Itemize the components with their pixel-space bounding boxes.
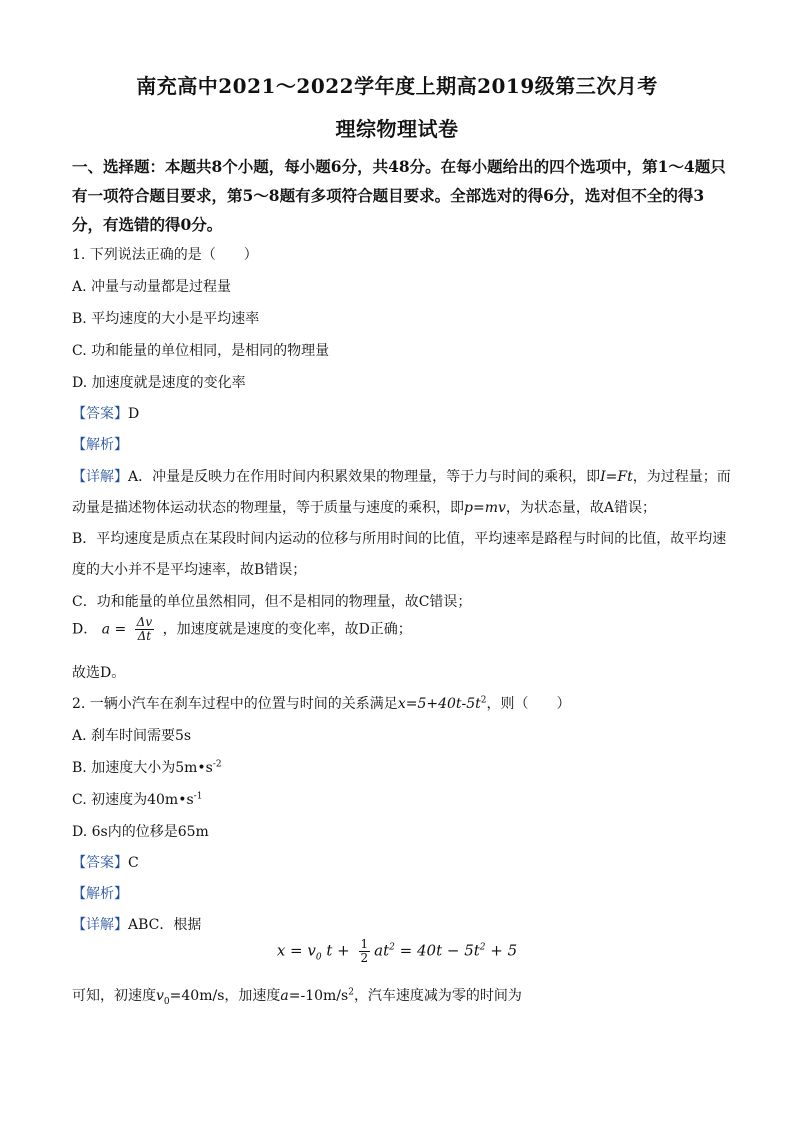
q1-detail-b1: B．平均速度是质点在某段时间内运动的位移与所用时间的比值，平均速率是路程与时间的比值，故平均速 xyxy=(72,531,727,547)
q1-answer-value: D xyxy=(128,406,140,422)
q2-detail-last: 可知，初速度$v_0=40m/s$，加速度$a=-10m/s^2$，汽车速度减为零的时间为 xyxy=(72,987,522,1007)
position-formula: x=5+40t-5t xyxy=(397,696,481,712)
kinematics-equation: $x = v_0$ t + $\frac{1}{2}$ $at^2 = 40t - 5t^2 + 5$ xyxy=(276,937,518,965)
q1-detail-a1: 【详解】A．冲量是反映力在作用时间内积累效果的物理量，等于力与时间的乘积，即I=Ft，为过程量；而 xyxy=(72,469,731,485)
q1-detail-c: C．功和能量的单位虽然相同，但不是相同的物理量，故C错误； xyxy=(72,594,472,610)
q1-stem: 1. 下列说法正确的是（ ） xyxy=(72,247,258,263)
q1-option-c: C. 功和能量的单位相同，是相同的物理量 xyxy=(72,343,330,359)
momentum-formula: p=mv xyxy=(464,500,506,516)
q2-answer-value: C xyxy=(128,855,139,871)
q1-option-a: A. 冲量与动量都是过程量 xyxy=(72,279,232,295)
q1-answer xyxy=(72,403,139,423)
acceleration-fraction: $\frac{\Delta v}{\Delta t}$ xyxy=(136,615,153,643)
q1-detail-d: D． a = $\frac{\Delta v}{\Delta t}$ ，加速度就是速度的变化率，故D正确； xyxy=(72,615,412,643)
half-fraction: $\frac{1}{2}$ xyxy=(360,937,369,965)
q1-conclusion: 故选D。 xyxy=(72,665,126,681)
q2-option-c: C. 初速度为$40m•s^{-1}$ xyxy=(72,791,203,808)
page-subtitle: 理综物理试卷 xyxy=(335,117,459,141)
q2-option-a: A. 刹车时间需要5s xyxy=(72,728,192,744)
q1-detail-b2: 度的大小并不是平均速率，故B错误； xyxy=(72,562,307,578)
q2-option-d: D. 6s内的位移是65m xyxy=(72,824,209,840)
q2-option-b: B. 加速度大小为$5m•s^{-2}$ xyxy=(72,759,222,776)
q2-answer: 【答案】C xyxy=(72,855,139,871)
impulse-formula: I=Ft xyxy=(600,469,633,485)
answer-label: 【答案】 xyxy=(72,406,128,422)
q1-option-d: D. 加速度就是速度的变化率 xyxy=(72,375,246,391)
q1-analysis-label: 【解析】 xyxy=(72,437,128,453)
q2-analysis-label: 【解析】 xyxy=(72,886,128,902)
section-heading: 一、选择题：本题共8个小题，每小题6分，共48分。在每小题给出的四个选项中，第1～4题只有一项符合题目要求，第5～8题有多项符合题目要求。全部选对的得6分，选对但不全的得3分，有选错的得0分。 xyxy=(72,157,726,234)
q1-option-b: B. 平均速度的大小是平均速率 xyxy=(72,311,260,327)
acceleration-formula-lhs: a = xyxy=(101,621,127,638)
page-title: 南充高中2021～2022学年度上期高2019级第三次月考 xyxy=(136,74,658,98)
q2-stem: 2. 一辆小汽车在刹车过程中的位置与时间的关系满足$x=5+40t-5t^2$，则（ ） xyxy=(72,695,571,712)
q2-detail-intro: 【详解】ABC．根据 xyxy=(72,917,202,933)
detail-label: 【详解】 xyxy=(72,469,128,485)
q1-detail-a2: 动量是描述物体运动状态的物理量，等于质量与速度的乘积，即p=mv，为状态量，故A错误； xyxy=(72,500,657,516)
